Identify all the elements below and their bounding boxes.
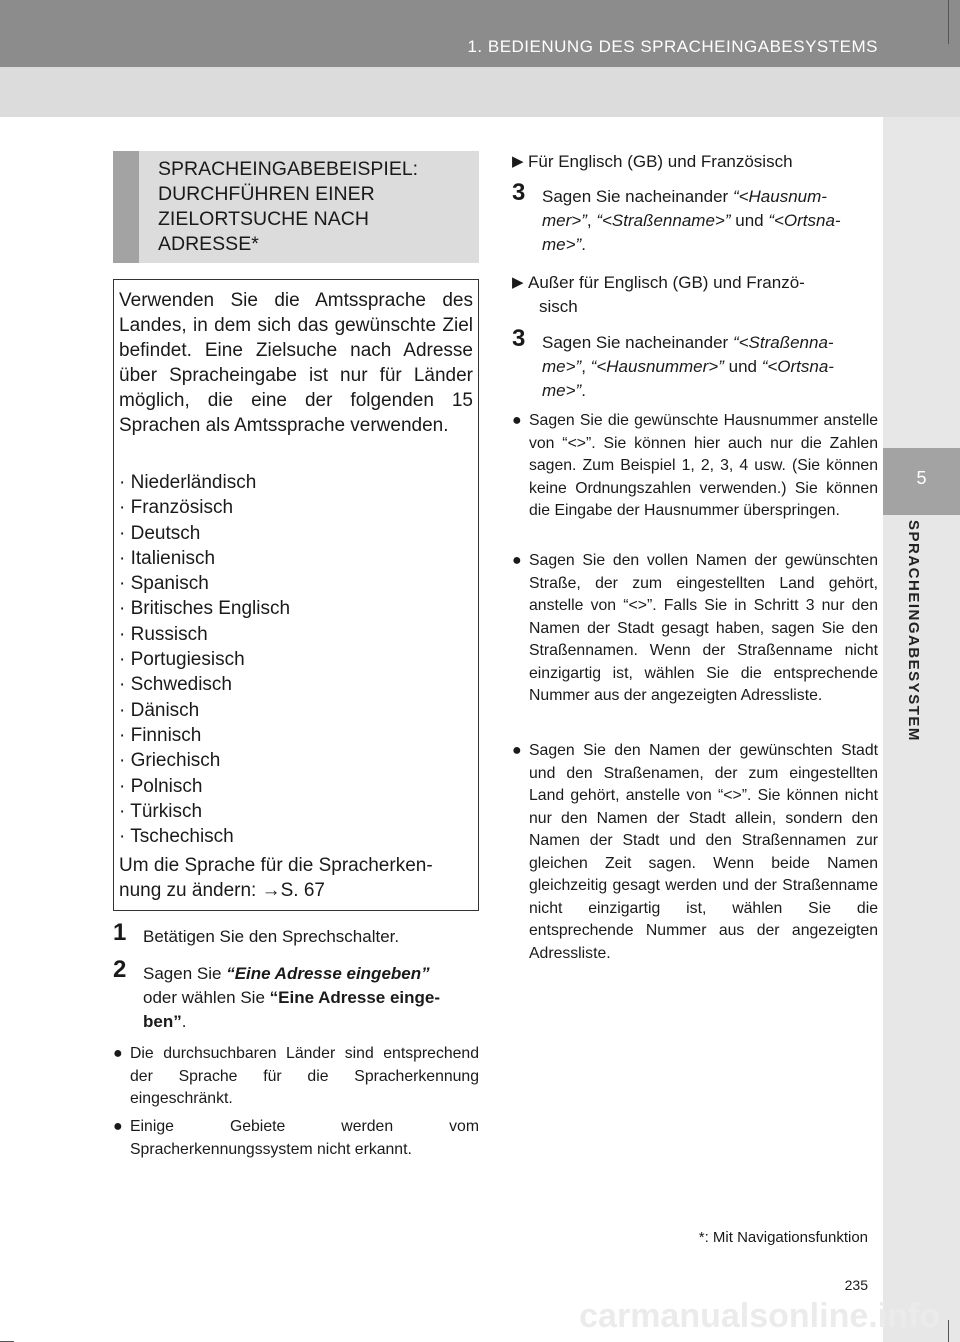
info-box [113,279,479,911]
list-item: · Spanisch [119,573,209,595]
list-item: · Italienisch [119,547,216,569]
chapter-number-box [883,448,960,515]
page-reference-link[interactable]: nung zu ändern: →S. 67 [119,880,325,901]
bullet-icon: ● [512,552,522,569]
heading-accent-bar [113,151,139,263]
step-text: Betätigen Sie den Sprechschalter. [143,927,400,946]
bullet-text: Einige Gebiete werden vom Spracherkennungssystem nicht erkannt. [130,1118,479,1158]
bullet-icon: ● [512,742,522,759]
section-title: 1. BEDIENUNG DES SPRACHEINGABESYSTEMS [467,37,878,56]
list-item: · Deutsch [119,522,201,544]
list-item: · Schwedisch [119,674,232,696]
bullet-text: Die durchsuchbaren Länder sind entsprechend der Sprache für die Spracherkennung eingeschränkt. [130,1045,479,1107]
list-item: · Tschechisch [119,826,234,848]
step-number: 1 [113,919,127,946]
case-other-languages [512,271,878,319]
list-item: · Polnisch [119,775,203,797]
step-number: 3 [512,325,526,352]
bullet-icon: ● [113,1045,123,1062]
chapter-number: 5 [916,468,927,488]
bullet-text: Sagen Sie den Namen der gewünschten Stadt und den Straßenamen, der zum eingestellten Land gehört, anstelle von “<>”. Sie können nicht nur den Namen der Stadt allein, sondern den Namen der Stadt und den Straßennamen zur gleichen Zeit sagen. Wenn beide Namen gleichzeitig gesagt werden und der Straßenname nicht einzigartig ist, wählen Sie die entsprechende Nummer aus der angezeigten Adressliste. [529,742,878,962]
step-number: 2 [113,956,127,983]
list-item: · Portugiesisch [119,649,245,671]
step-text: Sagen Sie nacheinander “<Hausnum- mer>”, “<Straßenname>” und “<Ortsna- me>”. [542,187,841,254]
case-text: Für Englisch (GB) und Französisch [528,152,793,171]
crop-mark [948,1320,949,1342]
bullet-note [113,1116,479,1164]
chapter-label: SPRACHEINGABESYSTEM [905,520,922,742]
section-heading [113,151,479,263]
bullet-note [113,1043,479,1113]
header-band [0,67,960,117]
bullet-note [512,550,878,732]
case-text: Außer für Englisch (GB) und Franzö- sisch [528,273,805,316]
step-3a [512,179,878,257]
list-item: · Griechisch [119,750,221,772]
list-item: · Französisch [119,497,234,519]
info-note: Um die Sprache für die Spracherken- nung zu ändern: →S. 67 [119,853,473,903]
bullet-text: Sagen Sie den vollen Namen der gewünschten Straße, der zum eingestellten Land gehört, anstelle von “<>”. Falls Sie in Schritt 3 nur den Namen der Stadt gesagt haben, sagen Sie den Straßennamen. Wenn der Straßenname nicht einzigartig ist, wählen Sie die entsprechende Nummer aus der angezeigten Adressliste. [529,552,878,704]
bullet-text: Sagen Sie die gewünschte Hausnummer anstelle von “<>”. Sie können hier auch nur die Zahlen sagen. Zum Beispiel 1, 2, 3, 4 usw. (Sie können keine Ordnungszahlen verwenden.) Sie können die Eingabe der Hausnummer überspringen. [529,412,878,519]
crop-mark [948,0,949,44]
section-heading-text: SPRACHEINGABEBEISPIEL: DURCHFÜHREN EINER ZIELORTSUCHE NACH ADRESSE* [158,158,419,255]
bullet-note [512,410,878,546]
step-text: Sagen Sie nacheinander “<Straßenna- me>”, “<Hausnummer>” und “<Ortsna- me>”. [542,333,834,400]
page-number: 235 [844,1277,868,1293]
bullet-note [512,740,878,992]
bullet-icon: ● [512,412,522,429]
list-item: · Türkisch [119,800,203,822]
list-item: · Britisches Englisch [119,598,291,620]
list-item: · Russisch [119,623,208,645]
watermark: carmanualsonline.info [579,1297,940,1335]
list-item: · Niederländisch [119,472,257,493]
step-2 [113,956,479,1036]
arrow-icon: ▶ [512,274,524,291]
list-item: · Dänisch [119,699,200,721]
step-text: Sagen Sie “Eine Adresse eingeben” oder wählen Sie “Eine Adresse einge- ben”. [143,964,441,1031]
footnote: *: Mit Navigationsfunktion [698,1229,868,1246]
list-item: · Finnisch [119,724,202,746]
step-number: 3 [512,179,526,206]
step-3b [512,325,878,403]
language-list [119,470,473,849]
bullet-icon: ● [113,1118,123,1135]
info-intro: Verwenden Sie die Amtssprache des Landes, in dem sich das gewünschte Ziel befindet. Eine Zielsuche nach Adresse über Spracheingabe ist nur für Länder möglich, die eine der folgenden 15 Sprachen als Amtssprache verwenden. [119,290,473,436]
arrow-icon: ▶ [512,153,524,170]
